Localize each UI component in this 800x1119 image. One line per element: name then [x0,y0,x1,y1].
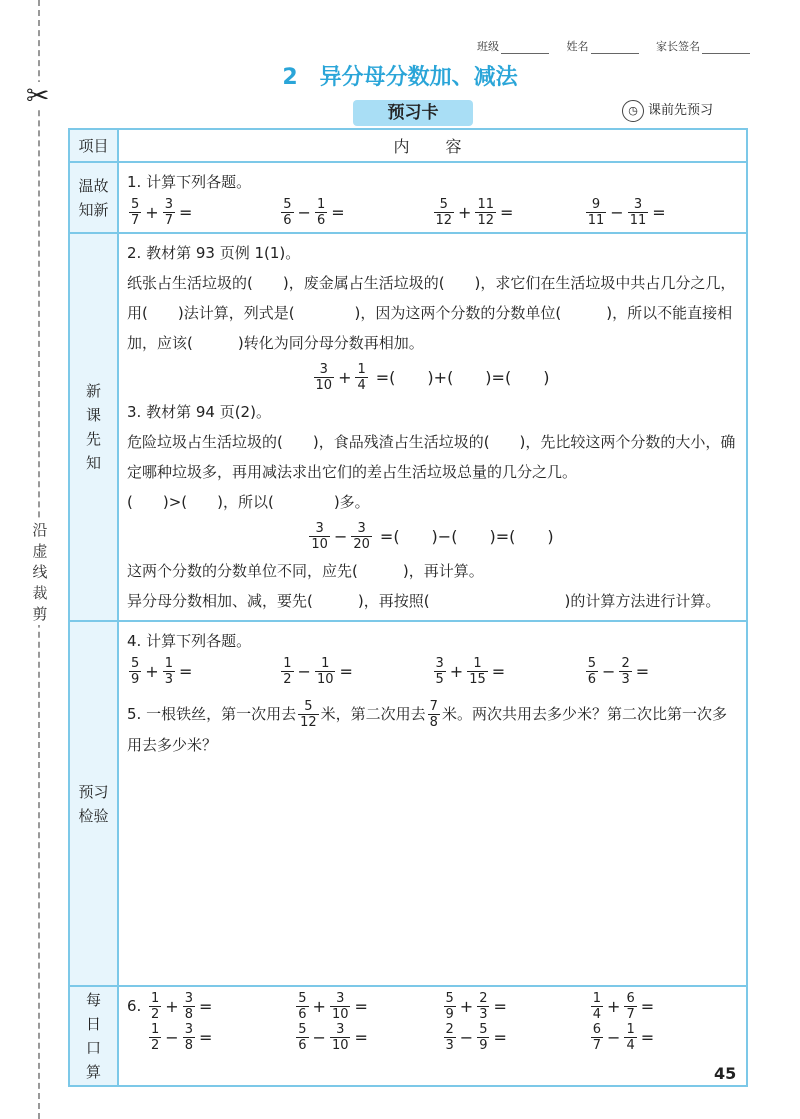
name-field[interactable] [591,43,639,54]
card-title: 预习卡 [353,100,473,126]
expression: $\frac{1}{2}$ − $\frac{3}{8}$ = [151,1022,213,1053]
class-label: 班级 [477,40,499,53]
fraction: $\frac{2}{3}$ [621,656,630,687]
expression: $\frac{5}{9}$ + $\frac{1}{3}$ = [131,656,193,687]
parent-label: 家长签名 [656,40,700,53]
fraction: $\frac{5}{9}$ [445,991,454,1022]
expression: $\frac{3}{10}$ + $\frac{1}{4}$ [315,362,366,393]
fraction: $\frac{9}{11}$ [587,197,605,228]
scissors-icon: ✂ [26,79,50,112]
fraction: $\frac{1}{4}$ [357,362,366,393]
expression: $\frac{5}{6}$ + $\frac{3}{10}$ = [298,991,368,1022]
q2-title: 2. 教材第 93 页例 1(1)。 [127,244,301,262]
fraction: $\frac{1}{6}$ [316,197,326,228]
fraction: $\frac{1}{4}$ [626,1022,635,1053]
fraction: $\frac{2}{3}$ [479,991,488,1022]
page-title: 2 异分母分数加、减法 [282,65,518,90]
worksheet-table [68,128,748,1087]
q3-title: 3. 教材第 94 页(2)。 [127,403,271,421]
q4-title: 4. 计算下列各题。 [127,632,252,650]
fraction: $\frac{3}{10}$ [331,991,349,1022]
fraction: $\frac{7}{8}$ [429,699,438,730]
q6-row2 [147,1022,736,1053]
parent-field[interactable] [702,43,750,54]
q6-number: 6. [127,997,142,1015]
q3-equation: $\frac{3}{10}$ − $\frac{3}{20}$ =( )−( )=( ) [127,521,736,552]
expression: $\frac{5}{12}$ + $\frac{11}{12}$ = [435,197,514,228]
fraction: $\frac{5}{9}$ [479,1022,488,1053]
fraction: $\frac{1}{3}$ [164,656,173,687]
fraction: $\frac{5}{6}$ [587,656,597,687]
fraction: $\frac{5}{12}$ [435,197,453,228]
q2-paragraph: 纸张占生活垃圾的( )，废金属占生活垃圾的( )，求它们在生活垃圾中共占几分之几，用( )法计算，列式是( )，因为这两个分数的分数单位( )，所以不能直接相加，应该( )转化为同分母分数再相加。 [127,274,736,352]
review-label: 温故知新 [69,162,118,233]
expression: $\frac{2}{3}$ − $\frac{5}{9}$ = [445,1022,507,1053]
expression: $\frac{1}{2}$ − $\frac{1}{10}$ = [283,656,353,687]
check-section [118,621,747,986]
fraction: $\frac{3}{10}$ [315,362,333,393]
q3-note: 这两个分数的分数单位不同，应先( )，再计算。 [127,562,484,580]
q3-paragraph: 危险垃圾占生活垃圾的( )，食品残渣占生活垃圾的( )，先比较这两个分数的大小，确定哪种垃圾多，再用减法求出它们的差占生活垃圾总量的几分之几。 [127,433,736,481]
expression: $\frac{5}{6}$ − $\frac{1}{6}$ = [283,197,345,228]
fraction: $\frac{3}{10}$ [331,1022,349,1053]
fraction: $\frac{5}{7}$ [131,197,140,228]
fraction: $\frac{11}{12}$ [477,197,494,228]
class-field[interactable] [501,43,549,54]
fraction: $\frac{6}{7}$ [626,991,635,1022]
q5-problem: 5. 一根铁丝，第一次用去 $\frac{5}{12}$ 米，第二次用去 $\frac{7}{8}$ 米。两次共用去多少米？第二次比第一次多用去多少米？ [127,699,727,754]
expression: $\frac{3}{5}$ + $\frac{1}{15}$ = [435,656,506,687]
fraction: $\frac{5}{6}$ [298,1022,307,1053]
expression: $\frac{5}{6}$ − $\frac{2}{3}$ = [587,656,650,687]
fraction: $\frac{5}{6}$ [283,197,292,228]
col-content-header: 内 容 [118,129,747,162]
fraction: $\frac{1}{10}$ [316,656,334,687]
fraction: $\frac{1}{2}$ [283,656,292,687]
q2-equation: $\frac{3}{10}$ + $\frac{1}{4}$ =( )+( )=( ) [127,362,736,393]
fraction: $\frac{6}{7}$ [592,1022,602,1053]
page-number: 45 [714,1064,737,1083]
q3-compare: ( )>( )，所以( )多。 [127,493,370,511]
fraction: $\frac{1}{2}$ [151,991,160,1022]
fraction: $\frac{1}{2}$ [151,1022,160,1053]
new-section [118,233,747,621]
daily-label: 每日口算 [69,986,118,1086]
q4-exprs [127,656,736,687]
alarm-clock-icon: ◷ [622,100,644,122]
fraction: $\frac{3}{8}$ [184,991,193,1022]
fraction: $\frac{3}{8}$ [184,1022,193,1053]
col-item-header: 项目 [69,129,118,162]
fraction: $\frac{5}{12}$ [300,699,317,730]
expression: $\frac{1}{4}$ + $\frac{6}{7}$ = [592,991,655,1022]
daily-section [118,986,747,1086]
fraction: $\frac{3}{10}$ [311,521,328,552]
check-label: 预习检验 [69,621,118,986]
q6-row1 [147,991,736,1022]
expression: $\frac{9}{11}$ − $\frac{3}{11}$ = [587,197,666,228]
q1-title: 1. 计算下列各题。 [127,173,252,191]
cut-label: 沿虚线裁剪 [30,520,50,625]
expression: $\frac{5}{9}$ + $\frac{2}{3}$ = [445,991,507,1022]
fraction: $\frac{1}{15}$ [469,656,486,687]
review-section [118,162,747,233]
q1-exprs [127,197,736,228]
fraction: $\frac{2}{3}$ [445,1022,454,1053]
expression: $\frac{3}{10}$ − $\frac{3}{20}$ [311,521,370,552]
new-label: 新课先知 [69,233,118,621]
fraction: $\frac{3}{20}$ [353,521,370,552]
fraction: $\frac{3}{11}$ [629,197,647,228]
expression: $\frac{1}{2}$ + $\frac{3}{8}$ = [151,991,213,1022]
name-label: 姓名 [566,40,589,53]
fraction: $\frac{3}{5}$ [435,656,444,687]
header-fields [463,38,750,54]
preview-badge-label: 课前先预习 [648,103,714,118]
fraction: $\frac{1}{4}$ [592,991,602,1022]
preview-badge [622,99,713,122]
fraction: $\frac{5}{9}$ [131,656,140,687]
expression: $\frac{6}{7}$ − $\frac{1}{4}$ = [592,1022,655,1053]
expression: $\frac{5}{6}$ − $\frac{3}{10}$ = [298,1022,368,1053]
fraction: $\frac{3}{7}$ [164,197,173,228]
expression: $\frac{5}{7}$ + $\frac{3}{7}$ = [131,197,193,228]
q3-rule: 异分母分数相加、减，要先( )，再按照( )的计算方法进行计算。 [127,592,721,610]
fraction: $\frac{5}{6}$ [298,991,307,1022]
